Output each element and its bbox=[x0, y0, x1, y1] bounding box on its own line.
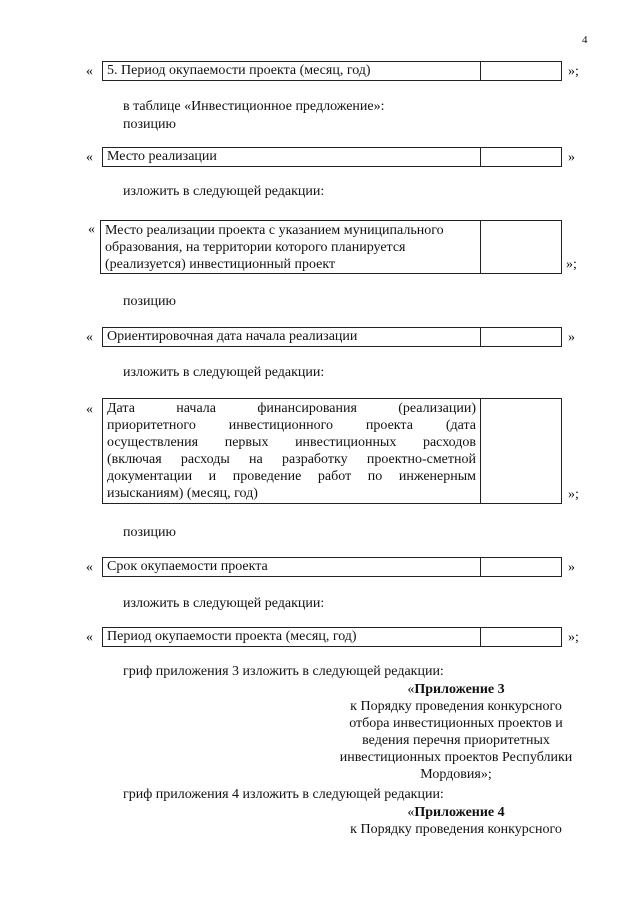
appendix-line: к Порядку проведения конкурсного bbox=[350, 822, 562, 837]
table-row-start-date bbox=[102, 327, 562, 347]
row-line: осуществления первых инвестиционных расходов bbox=[107, 435, 476, 450]
open-quote: « bbox=[86, 630, 93, 645]
instruction-grif-4: гриф приложения 4 изложить в следующей редакции: bbox=[123, 787, 444, 802]
table-row-payback-period bbox=[102, 61, 562, 81]
row-value-cell bbox=[481, 328, 561, 346]
close-quote: »; bbox=[568, 64, 579, 79]
appendix-line: Мордовия»; bbox=[420, 767, 492, 782]
close-quote: »; bbox=[568, 630, 579, 645]
appendix-title-line bbox=[318, 681, 594, 698]
row-value-cell bbox=[481, 221, 561, 273]
row-line: образования, на территории которого планируется bbox=[105, 240, 406, 255]
row-line: (включая расходы на разработку проектно-сметной bbox=[107, 452, 476, 467]
appendix-line: инвестиционных проектов Республики bbox=[339, 750, 573, 765]
open-quote: « bbox=[86, 150, 93, 165]
close-quote: » bbox=[568, 330, 575, 345]
instruction-position: позицию bbox=[123, 117, 176, 132]
instruction-in-table: в таблице «Инвестиционное предложение»: bbox=[123, 99, 385, 114]
row-line: Место реализации проекта с указанием муниципального bbox=[105, 223, 444, 238]
open-quote: « bbox=[86, 560, 93, 575]
open-quote: « bbox=[86, 64, 93, 79]
appendix-title: Приложение 4 bbox=[414, 805, 505, 820]
open-quote: « bbox=[88, 222, 95, 237]
open-quote: « bbox=[407, 682, 415, 697]
row-label bbox=[101, 221, 481, 273]
row-line: приоритетного инвестиционного проекта (дата bbox=[107, 418, 476, 433]
appendix-4-grif bbox=[318, 804, 594, 838]
open-quote: « bbox=[407, 805, 415, 820]
instruction-state-as: изложить в следующей редакции: bbox=[123, 365, 325, 380]
table-row-payback-term bbox=[102, 557, 562, 577]
appendix-line: к Порядку проведения конкурсного bbox=[350, 699, 562, 714]
appendix-title-line bbox=[318, 804, 594, 821]
appendix-line: отбора инвестиционных проектов и bbox=[349, 716, 563, 731]
row-value-cell bbox=[481, 399, 561, 503]
instruction-grif-3: гриф приложения 3 изложить в следующей редакции: bbox=[123, 664, 444, 679]
row-label bbox=[103, 399, 481, 503]
row-line: изысканиям) (месяц, год) bbox=[107, 486, 258, 501]
close-quote: » bbox=[568, 150, 575, 165]
close-quote: »; bbox=[568, 487, 579, 502]
appendix-line: ведения перечня приоритетных bbox=[362, 733, 550, 748]
instruction-position: позицию bbox=[123, 294, 176, 309]
table-row-location bbox=[102, 147, 562, 167]
instruction-state-as: изложить в следующей редакции: bbox=[123, 184, 325, 199]
row-line: (реализуется) инвестиционный проект bbox=[105, 257, 336, 272]
table-row-financing-start-date bbox=[102, 398, 562, 504]
instruction-state-as: изложить в следующей редакции: bbox=[123, 596, 325, 611]
row-line: Дата начала финансирования (реализации) bbox=[107, 401, 476, 416]
row-label: 5. Период окупаемости проекта (месяц, год) bbox=[103, 62, 481, 80]
row-value-cell bbox=[481, 558, 561, 576]
open-quote: « bbox=[86, 330, 93, 345]
row-value-cell bbox=[481, 148, 561, 166]
instruction-position: позицию bbox=[123, 525, 176, 540]
table-row-payback-period-new bbox=[102, 627, 562, 647]
row-line: документации и проведение работ по инженерным bbox=[107, 469, 476, 484]
row-label: Ориентировочная дата начала реализации bbox=[103, 328, 481, 346]
row-label: Период окупаемости проекта (месяц, год) bbox=[103, 628, 481, 646]
page-number: 4 bbox=[582, 34, 588, 46]
row-value-cell bbox=[481, 62, 561, 80]
row-label: Срок окупаемости проекта bbox=[103, 558, 481, 576]
appendix-3-grif bbox=[318, 681, 594, 783]
row-value-cell bbox=[481, 628, 561, 646]
close-quote: » bbox=[568, 560, 575, 575]
open-quote: « bbox=[86, 402, 93, 417]
appendix-title: Приложение 3 bbox=[414, 682, 505, 697]
close-quote: »; bbox=[566, 257, 577, 272]
row-label: Место реализации bbox=[103, 148, 481, 166]
table-row-location-new bbox=[100, 220, 562, 274]
